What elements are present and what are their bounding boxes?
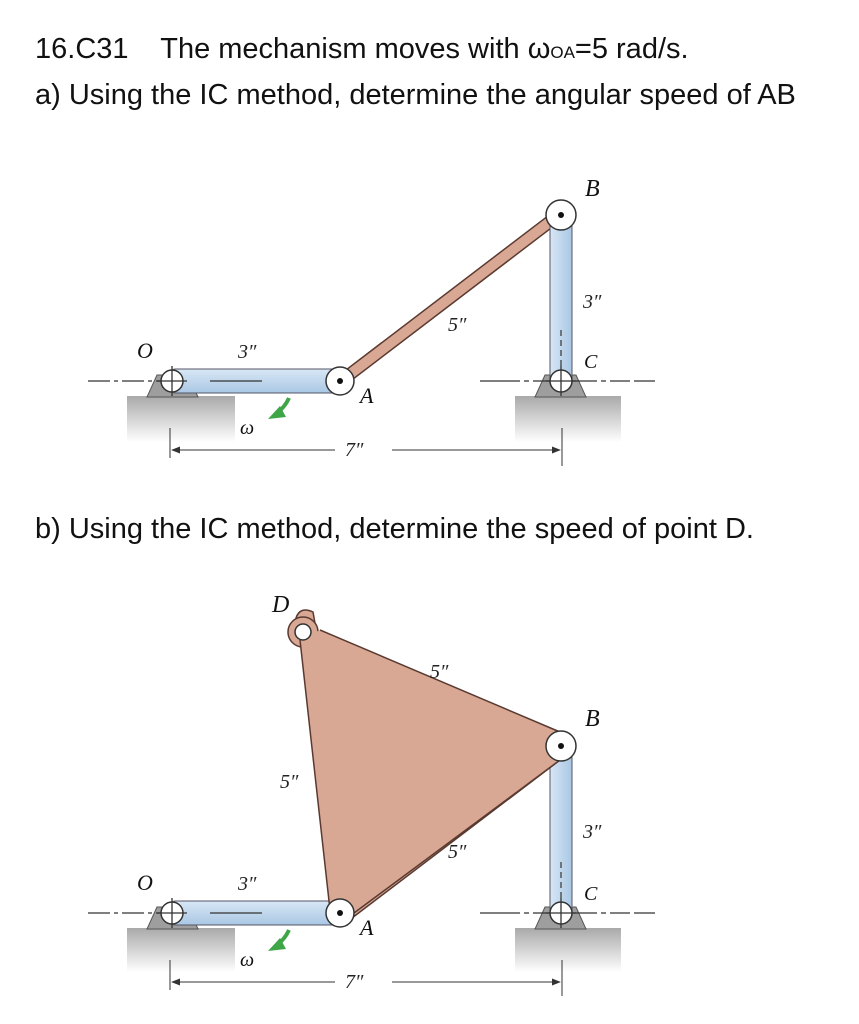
- figure-a: [88, 176, 655, 466]
- dim-OC: 7″: [345, 439, 364, 461]
- label-A: A: [360, 383, 374, 408]
- dim-AB: 5″: [448, 314, 467, 336]
- problem-number: 16.C31: [35, 33, 129, 65]
- dim-BC: 3″: [583, 821, 602, 843]
- pin-B-dot: [558, 743, 564, 749]
- problem-statement-suffix: =5 rad/s.: [574, 33, 689, 65]
- label-B: B: [585, 706, 600, 732]
- part-a-question: a) Using the IC method, determine the angular speed of AB: [35, 79, 796, 111]
- label-C: C: [584, 883, 598, 905]
- dim-DB: 5″: [430, 661, 449, 683]
- ground-right: [515, 928, 621, 972]
- label-omega: ω: [240, 417, 255, 439]
- dim-OC: 7″: [345, 971, 364, 993]
- part-b-question: b) Using the IC method, determine the speed of point D.: [35, 513, 754, 545]
- pin-D: [295, 624, 311, 640]
- label-O: O: [137, 338, 153, 363]
- dim-AD: 5″: [280, 771, 299, 793]
- label-B: B: [585, 176, 600, 202]
- label-O: O: [137, 870, 153, 895]
- ground-left: [127, 396, 235, 442]
- label-A: A: [360, 915, 374, 940]
- pin-B-dot: [558, 212, 564, 218]
- omega-subscript: OA: [550, 43, 575, 62]
- figure-b: [88, 592, 655, 996]
- problem-statement-prefix: The mechanism moves with ω: [160, 33, 551, 65]
- ground-right: [515, 396, 621, 442]
- dim-AB: 5″: [448, 841, 467, 863]
- pin-A-dot: [337, 378, 343, 384]
- label-C: C: [584, 351, 598, 373]
- label-omega: ω: [240, 949, 255, 971]
- ground-left: [127, 928, 235, 972]
- pin-A-dot: [337, 910, 343, 916]
- dim-OA: 3″: [238, 341, 257, 363]
- label-D: D: [272, 592, 290, 618]
- dim-BC: 3″: [583, 291, 602, 313]
- dim-OA: 3″: [238, 873, 257, 895]
- link-AB: [341, 214, 560, 381]
